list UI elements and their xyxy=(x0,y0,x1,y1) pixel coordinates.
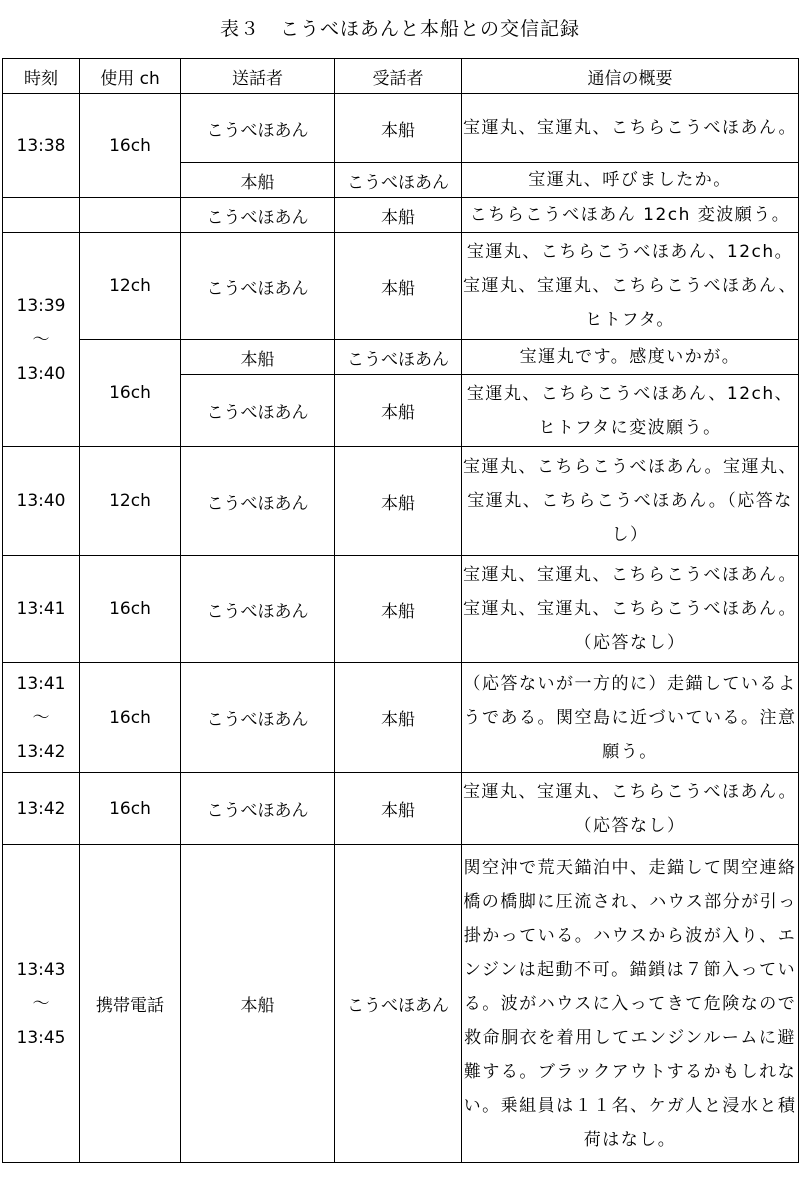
receiver-cell: こうべほあん xyxy=(335,845,462,1163)
table-row xyxy=(3,340,799,375)
time-cell: 13:41 xyxy=(3,556,80,663)
receiver-cell: 本船 xyxy=(335,447,462,556)
summary-cell: 宝運丸、こちらこうべほあん、12ch。宝運丸、宝運丸、こちらこうべほあん、ヒトフタ。 xyxy=(462,233,799,340)
summary-cell: 宝運丸、こちらこうべほあん、12ch、ヒトフタに変波願う。 xyxy=(462,375,799,447)
receiver-cell: こうべほあん xyxy=(335,340,462,375)
sender-cell: こうべほあん xyxy=(181,447,335,556)
receiver-cell: 本船 xyxy=(335,556,462,663)
table-row xyxy=(3,233,799,340)
table-row xyxy=(3,773,799,845)
receiver-cell: 本船 xyxy=(335,663,462,773)
sender-cell: こうべほあん xyxy=(181,556,335,663)
receiver-cell: 本船 xyxy=(335,94,462,163)
channel-cell: 12ch xyxy=(80,233,181,340)
header-row xyxy=(3,59,799,94)
receiver-cell: 本船 xyxy=(335,198,462,233)
channel-cell: 16ch xyxy=(80,663,181,773)
sender-cell: こうべほあん xyxy=(181,198,335,233)
channel-cell xyxy=(80,198,181,233)
time-cell: 13:39 ～ 13:40 xyxy=(3,233,80,447)
summary-cell: 宝運丸、宝運丸、こちらこうべほあん。 xyxy=(462,94,799,163)
summary-cell: （応答ないが一方的に）走錨しているようである。関空島に近づいている。注意願う。 xyxy=(462,663,799,773)
header-channel: 使用 ch xyxy=(80,59,181,94)
sender-cell: 本船 xyxy=(181,845,335,1163)
summary-cell: 関空沖で荒天錨泊中、走錨して関空連絡橋の橋脚に圧流され、ハウス部分が引っ掛かっている。ハウスから波が入り、エンジンは起動不可。錨鎖は７節入っている。波がハウスに入ってきて危険なので救命胴衣を着用してエンジンルームに避難する。ブラックアウトするかもしれない。乗組員は１１名、ケガ人と浸水と積荷はなし。 xyxy=(462,845,799,1163)
header-time: 時刻 xyxy=(3,59,80,94)
summary-cell: こちらこうべほあん 12ch 変波願う。 xyxy=(462,198,799,233)
sender-cell: こうべほあん xyxy=(181,773,335,845)
table-row xyxy=(3,663,799,773)
table-title: 表３ こうべほあんと本船との交信記録 xyxy=(219,18,580,40)
receiver-cell: 本船 xyxy=(335,773,462,845)
channel-cell: 携帯電話 xyxy=(80,845,181,1163)
channel-cell: 12ch xyxy=(80,447,181,556)
receiver-cell: こうべほあん xyxy=(335,163,462,198)
sender-cell: 本船 xyxy=(181,163,335,198)
table-row xyxy=(3,198,799,233)
header-sender: 送話者 xyxy=(181,59,335,94)
channel-cell: 16ch xyxy=(80,773,181,845)
channel-cell: 16ch xyxy=(80,94,181,198)
sender-cell: こうべほあん xyxy=(181,94,335,163)
time-cell: 13:38 xyxy=(3,94,80,198)
header-receiver: 受話者 xyxy=(335,59,462,94)
table-row xyxy=(3,845,799,1163)
time-cell: 13:40 xyxy=(3,447,80,556)
summary-cell: 宝運丸、こちらこうべほあん。宝運丸、宝運丸、こちらこうべほあん。（応答なし） xyxy=(462,447,799,556)
summary-cell: 宝運丸、宝運丸、こちらこうべほあん。宝運丸、宝運丸、こちらこうべほあん。（応答なし） xyxy=(462,556,799,663)
time-cell: 13:43 ～ 13:45 xyxy=(3,845,80,1163)
header-summary: 通信の概要 xyxy=(462,59,799,94)
sender-cell: こうべほあん xyxy=(181,233,335,340)
receiver-cell: 本船 xyxy=(335,375,462,447)
summary-cell: 宝運丸です。感度いかが。 xyxy=(462,340,799,375)
summary-cell: 宝運丸、宝運丸、こちらこうべほあん。（応答なし） xyxy=(462,773,799,845)
table-row xyxy=(3,447,799,556)
time-cell: 13:41 ～ 13:42 xyxy=(3,663,80,773)
communication-log-table xyxy=(2,58,799,1163)
table-row xyxy=(3,556,799,663)
sender-cell: こうべほあん xyxy=(181,375,335,447)
sender-cell: こうべほあん xyxy=(181,663,335,773)
time-cell: 13:42 xyxy=(3,773,80,845)
table-row xyxy=(3,94,799,163)
summary-cell: 宝運丸、呼びましたか。 xyxy=(462,163,799,198)
channel-cell: 16ch xyxy=(80,340,181,447)
time-cell xyxy=(3,198,80,233)
receiver-cell: 本船 xyxy=(335,233,462,340)
channel-cell: 16ch xyxy=(80,556,181,663)
sender-cell: 本船 xyxy=(181,340,335,375)
